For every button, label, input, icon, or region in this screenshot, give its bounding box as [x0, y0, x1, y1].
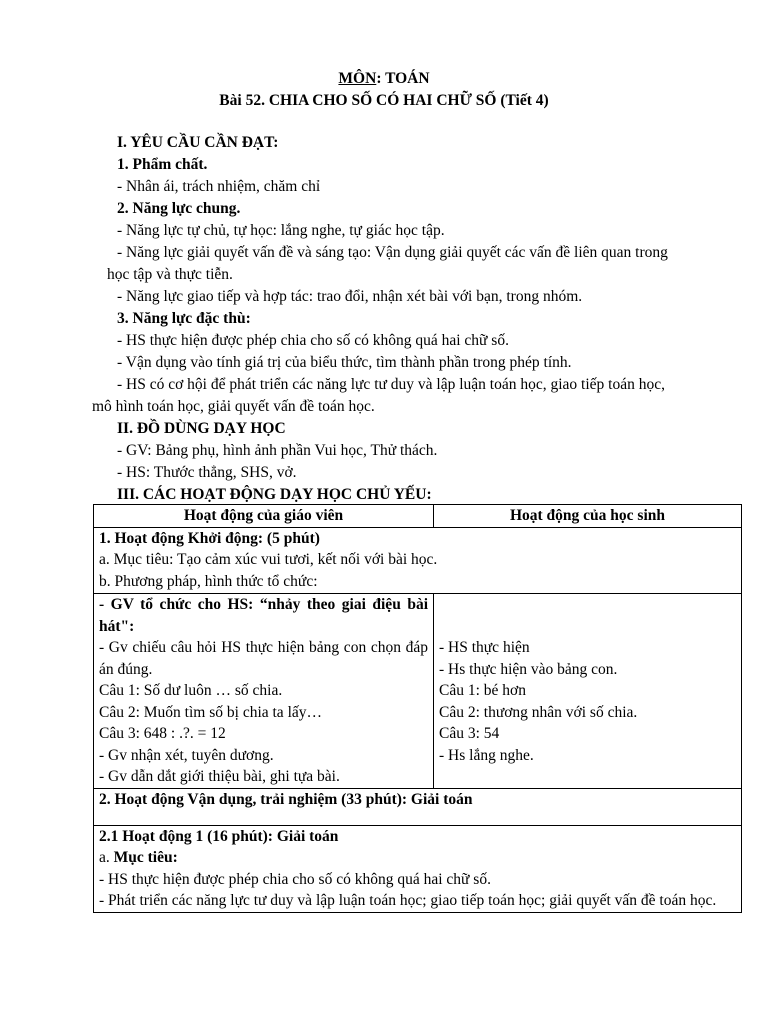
dodung-hs: - HS: Thước thẳng, SHS, vở. — [117, 464, 297, 481]
table-header-row — [94, 505, 742, 528]
table-row — [94, 825, 742, 912]
practice-title: 2. Hoạt động Vận dụng, trải nghiệm (33 phút): Giải toán — [99, 790, 473, 808]
activity-1-title: 2.1 Hoạt động 1 (16 phút): Giải toán — [99, 827, 339, 845]
student-activity-cell — [434, 594, 742, 789]
teacher-line: Câu 1: Số dư luôn … số chia. — [99, 682, 283, 699]
student-line: Câu 2: thương nhân với số chia. — [439, 703, 638, 721]
subject-title — [0, 68, 768, 90]
teacher-line: Câu 3: 648 : .?. = 12 — [99, 725, 226, 742]
student-line: - Hs lắng nghe. — [439, 746, 534, 764]
table-row — [94, 527, 742, 594]
warmup-objective: a. Mục tiêu: Tạo cảm xúc vui tươi, kết nối với bài học. — [99, 551, 438, 568]
nangluc-dacthu-heading: 3. Năng lực đặc thù: — [117, 310, 251, 327]
section-2-heading: II. ĐỒ DÙNG DẠY HỌC — [117, 420, 286, 437]
dacthu-item-3: - HS có cơ hội để phát triển các năng lực tư duy và lập luận toán học, giao tiếp toán học, — [117, 376, 665, 393]
warmup-cell — [94, 527, 742, 594]
activity-1-line: - Phát triển các năng lực tư duy và lập luận toán học; giao tiếp toán học; giải quyết vấn đề toán học. — [99, 892, 717, 909]
nangluc-chung-item-2-cont: học tập và thực tiễn. — [107, 266, 233, 283]
activity-1-cell — [94, 825, 742, 912]
subject-name: : TOÁN — [376, 70, 430, 87]
student-line: Câu 1: bé hơn — [439, 682, 526, 699]
subject-label: MÔN — [338, 70, 377, 87]
practice-cell — [94, 788, 742, 825]
student-line: - Hs thực hiện vào bảng con. — [439, 660, 618, 678]
teacher-activity-title: - GV tổ chức cho HS: “nhảy theo giai điệu bài hát": — [99, 596, 428, 635]
student-line: Câu 3: 54 — [439, 725, 500, 742]
dacthu-item-3-cont: mô hình toán học, giải quyết vấn đề toán học. — [92, 398, 375, 415]
document-body — [94, 132, 744, 506]
lesson-title: Bài 52. CHIA CHO SỐ CÓ HAI CHỮ SỐ (Tiết 4) — [219, 92, 549, 109]
nangluc-chung-item-3: - Năng lực giao tiếp và hợp tác: trao đổi, nhận xét bài với bạn, trong nhóm. — [117, 288, 583, 305]
nangluc-chung-item-1: - Năng lực tự chủ, tự học: lắng nghe, tự giác học tập. — [117, 222, 445, 239]
objective-label: Mục tiêu: — [113, 849, 178, 866]
teacher-activity-cell — [94, 594, 434, 789]
teacher-line: Câu 2: Muốn tìm số bị chia ta lấy… — [99, 703, 323, 721]
table-row — [94, 788, 742, 825]
section-1-heading: I. YÊU CẦU CẦN ĐẠT: — [117, 134, 279, 151]
student-line: - HS thực hiện — [439, 639, 530, 656]
phamchat-item: - Nhân ái, trách nhiệm, chăm chỉ — [117, 178, 321, 195]
teacher-line: - Gv chiếu câu hỏi HS thực hiện bảng con chọn đáp án đúng. — [99, 639, 428, 678]
activity-1-line: - HS thực hiện được phép chia cho số có không quá hai chữ số. — [99, 870, 491, 888]
student-spacer — [439, 594, 736, 637]
nangluc-chung-heading: 2. Năng lực chung. — [117, 200, 241, 217]
objective-prefix: a. — [99, 849, 114, 866]
column-header-teacher: Hoạt động của giáo viên — [94, 505, 434, 528]
warmup-method: b. Phương pháp, hình thức tổ chức: — [99, 572, 318, 590]
dacthu-item-2: - Vận dụng vào tính giá trị của biểu thức, tìm thành phần trong phép tính. — [117, 354, 572, 371]
teacher-line: - Gv nhận xét, tuyên dương. — [99, 746, 274, 764]
section-3-heading: III. CÁC HOẠT ĐỘNG DẠY HỌC CHỦ YẾU: — [117, 486, 432, 503]
table-row — [94, 594, 742, 789]
warmup-title: 1. Hoạt động Khởi động: (5 phút) — [99, 529, 320, 547]
column-header-student: Hoạt động của học sinh — [434, 505, 742, 528]
teacher-line: - Gv dẫn dắt giới thiệu bài, ghi tựa bài. — [99, 768, 340, 785]
dacthu-item-1: - HS thực hiện được phép chia cho số có không quá hai chữ số. — [117, 332, 509, 349]
activities-table — [93, 504, 742, 913]
activity-1-objective — [99, 847, 736, 869]
phamchat-heading: 1. Phẩm chất. — [117, 156, 208, 173]
dodung-gv: - GV: Bảng phụ, hình ảnh phần Vui học, Thử thách. — [117, 442, 438, 459]
nangluc-chung-item-2: - Năng lực giải quyết vấn đề và sáng tạo: Vận dụng giải quyết các vấn đề liên quan trong — [117, 244, 668, 261]
